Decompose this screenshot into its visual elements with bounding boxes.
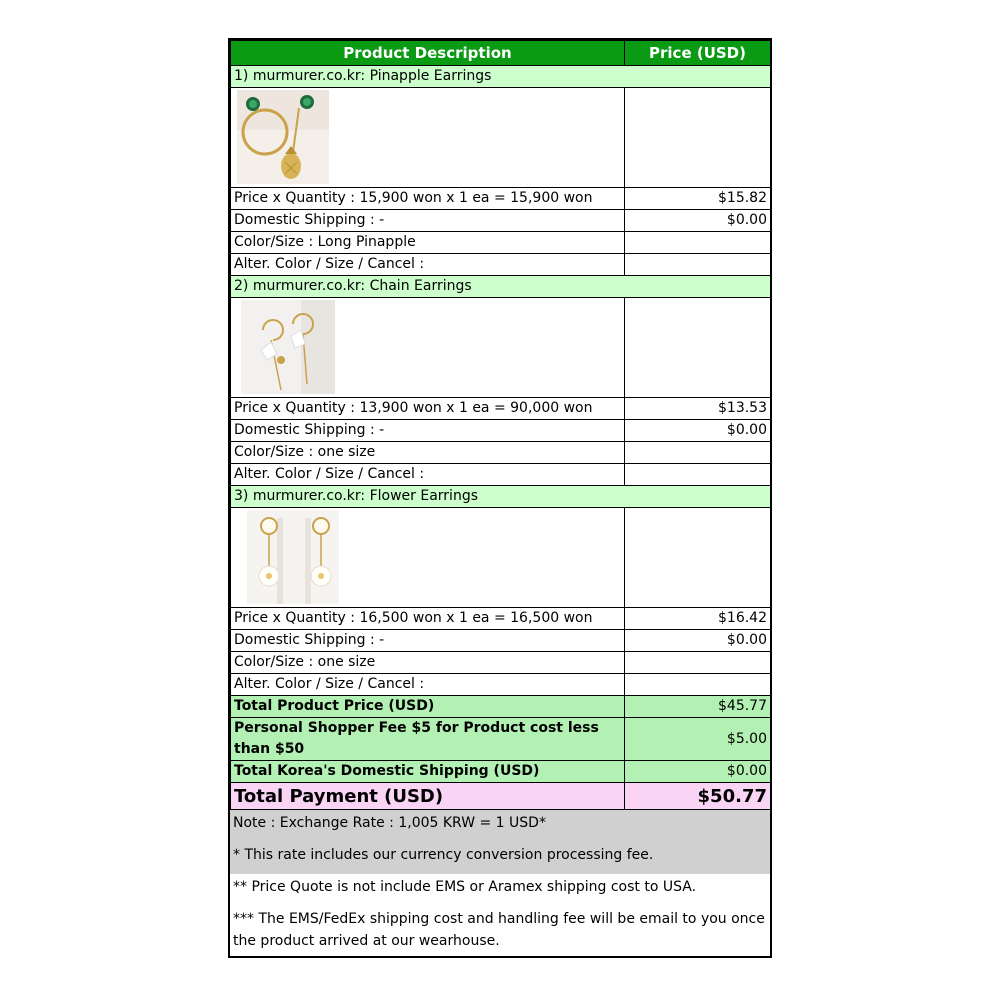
header-price: Price (USD) [625, 41, 771, 66]
price-qty-text: Price x Quantity : 13,900 won x 1 ea = 90,000 won [231, 398, 625, 420]
domestic-shipping-row [231, 761, 771, 783]
total-product-row [231, 696, 771, 718]
shopper-fee-label: Personal Shopper Fee $5 for Product cost less than $50 [231, 718, 625, 761]
exchange-rate-text: Note : Exchange Rate : 1,005 KRW = 1 USD* [233, 815, 546, 831]
domestic-shipping-label: Total Korea's Domestic Shipping (USD) [231, 761, 625, 783]
empty-cell [625, 442, 771, 464]
total-payment-row [231, 783, 771, 810]
product-title-row [231, 486, 771, 508]
empty-cell [625, 254, 771, 276]
alter-text: Alter. Color / Size / Cancel : [231, 674, 625, 696]
rate-info-text: * This rate includes our currency conversion processing fee. [233, 847, 654, 863]
total-product-label: Total Product Price (USD) [231, 696, 625, 718]
price-usd: $16.42 [625, 608, 771, 630]
product-title: 3) murmurer.co.kr: Flower Earrings [231, 486, 771, 508]
color-size-text: Color/Size : Long Pinapple [231, 232, 625, 254]
alter-text: Alter. Color / Size / Cancel : [231, 464, 625, 486]
product-image-row [231, 508, 771, 608]
ems-note-text: *** The EMS/FedEx shipping cost and handling fee will be email to you once the product arrived at our wearhouse. [233, 911, 765, 949]
shipping-text: Domestic Shipping : - [231, 210, 625, 232]
shipping-text: Domestic Shipping : - [231, 630, 625, 652]
product-image-row [231, 298, 771, 398]
color-size-text: Color/Size : one size [231, 652, 625, 674]
total-payment-value: $50.77 [625, 783, 771, 810]
product-image-price-cell [625, 298, 771, 398]
product-title-row [231, 66, 771, 88]
total-payment-label: Total Payment (USD) [231, 783, 625, 810]
shopper-fee-row [231, 718, 771, 761]
empty-cell [625, 464, 771, 486]
shipping-note [230, 874, 770, 956]
flower-earrings-photo [247, 510, 339, 604]
shipping-row [231, 420, 771, 442]
alter-row [231, 254, 771, 276]
alter-row [231, 464, 771, 486]
shipping-text: Domestic Shipping : - [231, 420, 625, 442]
domestic-shipping-value: $0.00 [625, 761, 771, 783]
empty-cell [625, 232, 771, 254]
color-size-row [231, 442, 771, 464]
product-image-price-cell [625, 508, 771, 608]
product-image-cell [231, 508, 625, 608]
product-image-price-cell [625, 88, 771, 188]
empty-cell [625, 652, 771, 674]
product-image-row [231, 88, 771, 188]
shipping-usd: $0.00 [625, 210, 771, 232]
color-size-row [231, 232, 771, 254]
alter-row [231, 674, 771, 696]
color-size-text: Color/Size : one size [231, 442, 625, 464]
shipping-row [231, 210, 771, 232]
shipping-row [231, 630, 771, 652]
header-row [231, 41, 771, 66]
product-title: 1) murmurer.co.kr: Pinapple Earrings [231, 66, 771, 88]
header-description: Product Description [231, 41, 625, 66]
price-quote-sheet [228, 38, 772, 958]
price-qty-text: Price x Quantity : 15,900 won x 1 ea = 15,900 won [231, 188, 625, 210]
price-qty-row [231, 188, 771, 210]
shipping-usd: $0.00 [625, 420, 771, 442]
product-title-row [231, 276, 771, 298]
exchange-note [230, 810, 770, 874]
shopper-fee-value: $5.00 [625, 718, 771, 761]
chain-earrings-photo [239, 300, 335, 394]
price-qty-row [231, 398, 771, 420]
quote-note-text: ** Price Quote is not include EMS or Aramex shipping cost to USA. [233, 879, 697, 895]
shipping-usd: $0.00 [625, 630, 771, 652]
price-usd: $13.53 [625, 398, 771, 420]
pineapple-earrings-photo [237, 90, 329, 184]
color-size-row [231, 652, 771, 674]
price-qty-text: Price x Quantity : 16,500 won x 1 ea = 16,500 won [231, 608, 625, 630]
product-title: 2) murmurer.co.kr: Chain Earrings [231, 276, 771, 298]
total-product-value: $45.77 [625, 696, 771, 718]
product-image-cell [231, 298, 625, 398]
quote-table [230, 40, 771, 810]
price-usd: $15.82 [625, 188, 771, 210]
price-qty-row [231, 608, 771, 630]
empty-cell [625, 674, 771, 696]
product-image-cell [231, 88, 625, 188]
alter-text: Alter. Color / Size / Cancel : [231, 254, 625, 276]
